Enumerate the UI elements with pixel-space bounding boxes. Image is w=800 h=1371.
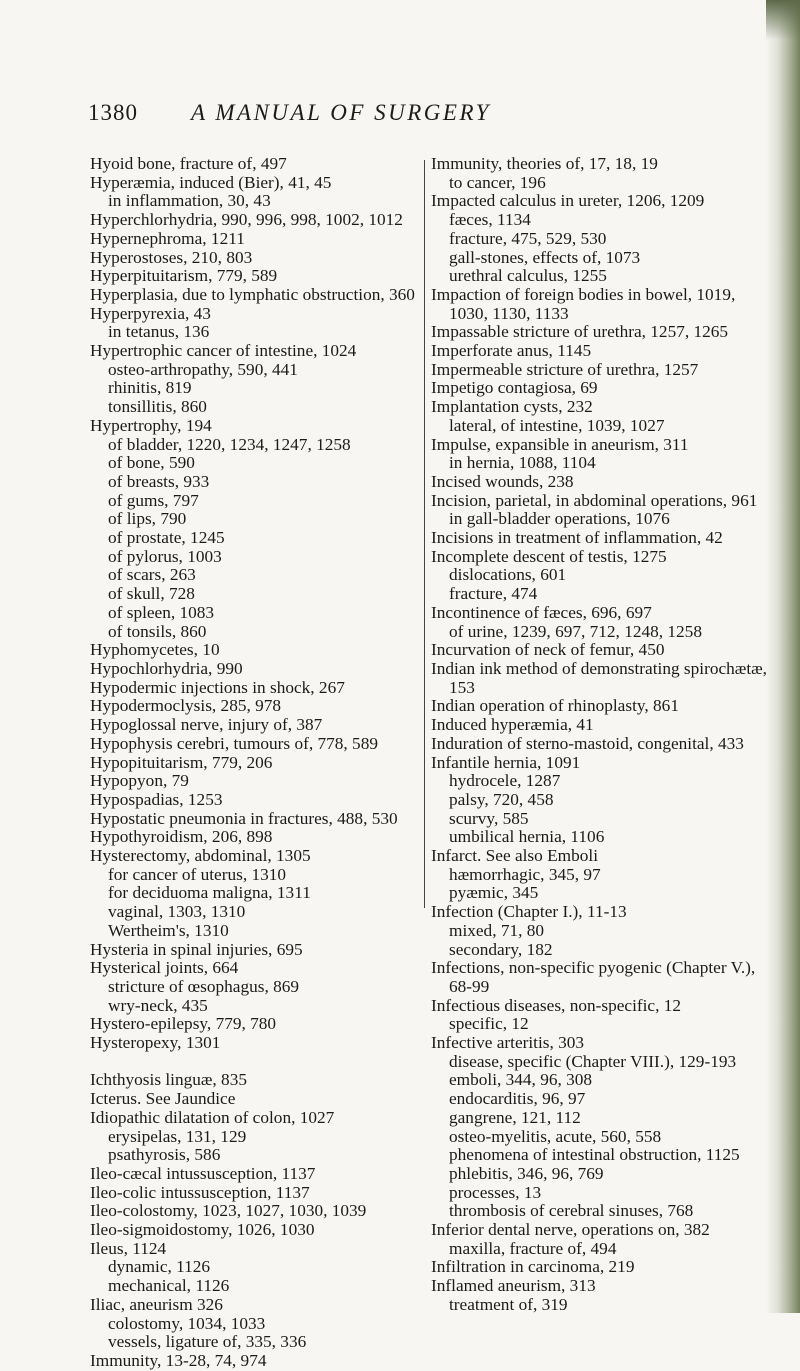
index-entry: Indian ink method of demonstrating spirochætæ, 153 xyxy=(431,658,767,697)
index-entry: Impaction of foreign bodies in bowel, 1019, 1030, 1130, 1133 xyxy=(431,284,736,323)
index-subentry: phlebitis, 346, 96, 769 xyxy=(449,1163,604,1183)
index-subentry: for cancer of uterus, 1310 xyxy=(108,864,287,884)
index-entry: Immunity, 13-28, 74, 974 xyxy=(90,1350,267,1370)
index-subentry: vessels, ligature of, 335, 336 xyxy=(108,1332,307,1352)
index-entry: Hypertrophic cancer of intestine, 1024 xyxy=(90,341,357,361)
index-entry: Inferior dental nerve, operations on, 382 xyxy=(431,1220,710,1240)
index-entry: Ileo-colostomy, 1023, 1027, 1030, 1039 xyxy=(90,1201,367,1221)
index-column-right xyxy=(431,155,771,1315)
index-entry: Hyoid bone, fracture of, 497 xyxy=(90,154,287,173)
index-subentry: for deciduoma maligna, 1311 xyxy=(108,883,311,903)
index-column-left xyxy=(90,155,420,1371)
index-entry: Implantation cysts, 232 xyxy=(431,397,593,417)
index-entry: Icterus. See Jaundice xyxy=(90,1089,236,1109)
index-subentry: to cancer, 196 xyxy=(449,172,546,192)
index-subentry: Wertheim's, 1310 xyxy=(108,920,229,940)
index-entry: Hyperæmia, induced (Bier), 41, 45 xyxy=(90,172,332,192)
index-entry: Infectious diseases, non-specific, 12 xyxy=(431,995,682,1015)
index-subentry: in hernia, 1088, 1104 xyxy=(449,453,596,473)
index-entry: Infarct. See also Emboli xyxy=(431,846,598,866)
index-subentry: hæmorrhagic, 345, 97 xyxy=(449,864,601,884)
index-subentry: of bladder, 1220, 1234, 1247, 1258 xyxy=(108,434,351,454)
index-entry: Induced hyperæmia, 41 xyxy=(431,715,594,735)
index-subentry: dynamic, 1126 xyxy=(108,1257,211,1277)
index-subentry: of prostate, 1245 xyxy=(108,528,225,548)
index-entry: Ileo-colic intussusception, 1137 xyxy=(90,1182,310,1202)
index-subentry: phenomena of intestinal obstruction, 1125 xyxy=(449,1145,740,1165)
index-subentry: colostomy, 1034, 1033 xyxy=(108,1313,266,1333)
index-entry: Hyperpituitarism, 779, 589 xyxy=(90,266,278,286)
book-title: A MANUAL OF SURGERY xyxy=(191,100,491,125)
index-subentry: lateral, of intestine, 1039, 1027 xyxy=(449,415,665,435)
index-subentry: of skull, 728 xyxy=(108,584,195,604)
index-entry: Imperforate anus, 1145 xyxy=(431,341,592,361)
index-entry: Infective arteritis, 303 xyxy=(431,1033,585,1053)
index-entry: Idiopathic dilatation of colon, 1027 xyxy=(90,1107,335,1127)
index-subentry: treatment of, 319 xyxy=(449,1294,568,1314)
index-entry: Hypodermic injections in shock, 267 xyxy=(90,677,345,697)
index-subentry: erysipelas, 131, 129 xyxy=(108,1126,247,1146)
page-edge-shadow xyxy=(766,0,800,1313)
index-entry: Hypoglossal nerve, injury of, 387 xyxy=(90,715,323,735)
index-subentry: fracture, 474 xyxy=(449,584,538,604)
index-subentry: in tetanus, 136 xyxy=(108,322,210,342)
index-subentry: endocarditis, 96, 97 xyxy=(449,1089,586,1109)
index-subentry: specific, 12 xyxy=(449,1014,529,1034)
index-subentry: scurvy, 585 xyxy=(449,808,529,828)
index-entry: Hypodermoclysis, 285, 978 xyxy=(90,696,282,716)
index-subentry: emboli, 344, 96, 308 xyxy=(449,1070,593,1090)
index-entry: Hypochlorhydria, 990 xyxy=(90,658,243,678)
index-subentry: wry-neck, 435 xyxy=(108,995,208,1015)
index-subentry: stricture of œsophagus, 869 xyxy=(108,976,300,996)
index-subentry: processes, 13 xyxy=(449,1182,542,1202)
index-subentry: maxilla, fracture of, 494 xyxy=(449,1238,617,1258)
index-subentry: vaginal, 1303, 1310 xyxy=(108,902,246,922)
index-entry: Incised wounds, 238 xyxy=(431,471,574,491)
index-entry: Hypospadias, 1253 xyxy=(90,789,223,809)
index-subentry: rhinitis, 819 xyxy=(108,378,192,398)
column-divider xyxy=(424,160,425,908)
index-entry: Ileo-sigmoidostomy, 1026, 1030 xyxy=(90,1220,315,1240)
index-entry: Hyperplasia, due to lymphatic obstruction, 360 xyxy=(90,284,415,304)
index-entry: Hysterical joints, 664 xyxy=(90,958,239,978)
index-subentry: of bone, 590 xyxy=(108,453,195,473)
index-entry: Ichthyosis linguæ, 835 xyxy=(90,1070,247,1090)
index-subentry: of tonsils, 860 xyxy=(108,621,207,641)
index-entry: Hystero-epilepsy, 779, 780 xyxy=(90,1014,277,1034)
index-subentry: of gums, 797 xyxy=(108,490,199,510)
index-subentry: gall-stones, effects of, 1073 xyxy=(449,247,641,267)
index-subentry: fæces, 1134 xyxy=(449,210,531,230)
index-subentry: thrombosis of cerebral sinuses, 768 xyxy=(449,1201,694,1221)
index-subentry: in gall-bladder operations, 1076 xyxy=(449,509,670,529)
index-subentry: gangrene, 121, 112 xyxy=(449,1107,581,1127)
index-subentry: of scars, 263 xyxy=(108,565,196,585)
index-subentry: palsy, 720, 458 xyxy=(449,789,554,809)
index-subentry: dislocations, 601 xyxy=(449,565,567,585)
index-entry: Infantile hernia, 1091 xyxy=(431,752,581,772)
index-entry: Hypopyon, 79 xyxy=(90,771,189,791)
index-entry: Incontinence of fæces, 696, 697 xyxy=(431,602,652,622)
index-entry: Hysterectomy, abdominal, 1305 xyxy=(90,846,311,866)
index-entry: Impacted calculus in ureter, 1206, 1209 xyxy=(431,191,705,211)
index-entry: Immunity, theories of, 17, 18, 19 xyxy=(431,154,658,173)
index-subentry: fracture, 475, 529, 530 xyxy=(449,228,607,248)
index-entry: Impetigo contagiosa, 69 xyxy=(431,378,598,398)
index-entry: Infection (Chapter I.), 11-13 xyxy=(431,902,627,922)
page-edge-dark xyxy=(766,0,800,40)
index-entry: Hypertrophy, 194 xyxy=(90,415,212,435)
index-entry: Inflamed aneurism, 313 xyxy=(431,1276,596,1296)
index-subentry: osteo-arthropathy, 590, 441 xyxy=(108,359,298,379)
index-entry: Hyperchlorhydria, 990, 996, 998, 1002, 1012 xyxy=(90,210,403,230)
index-entry: Indian operation of rhinoplasty, 861 xyxy=(431,696,679,716)
index-subentry: of lips, 790 xyxy=(108,509,187,529)
index-entry: Hysteria in spinal injuries, 695 xyxy=(90,939,303,959)
index-entry: Impulse, expansible in aneurism, 311 xyxy=(431,434,689,454)
index-entry: Hypernephroma, 1211 xyxy=(90,228,245,248)
index-entry: Hyperostoses, 210, 803 xyxy=(90,247,253,267)
page-number: 1380 xyxy=(88,100,138,125)
index-subentry: in inflammation, 30, 43 xyxy=(108,191,271,211)
index-entry: Incision, parietal, in abdominal operations, 961 xyxy=(431,490,758,510)
index-entry: Incomplete descent of testis, 1275 xyxy=(431,546,667,566)
index-subentry: disease, specific (Chapter VIII.), 129-193 xyxy=(449,1051,737,1071)
index-entry: Induration of sterno-mastoid, congenital, 433 xyxy=(431,733,744,753)
index-entry: Hypothyroidism, 206, 898 xyxy=(90,827,273,847)
index-subentry: umbilical hernia, 1106 xyxy=(449,827,605,847)
index-subentry: tonsillitis, 860 xyxy=(108,397,207,417)
index-entry: Hyperpyrexia, 43 xyxy=(90,303,211,323)
index-subentry: psathyrosis, 586 xyxy=(108,1145,221,1165)
index-entry: Infections, non-specific pyogenic (Chapter V.), 68-99 xyxy=(431,958,756,996)
index-subentry: urethral calculus, 1255 xyxy=(449,266,607,286)
index-subentry: secondary, 182 xyxy=(449,939,553,959)
index-entry: Hypostatic pneumonia in fractures, 488, 530 xyxy=(90,808,398,828)
index-subentry: of pylorus, 1003 xyxy=(108,546,222,566)
index-subentry: mechanical, 1126 xyxy=(108,1276,230,1296)
index-entry: Impassable stricture of urethra, 1257, 1265 xyxy=(431,322,729,342)
index-entry: Incisions in treatment of inflammation, 42 xyxy=(431,528,723,548)
index-subentry: pyæmic, 345 xyxy=(449,883,539,903)
index-entry: Hysteropexy, 1301 xyxy=(90,1033,221,1053)
index-subentry: mixed, 71, 80 xyxy=(449,920,545,940)
index-entry: Hyphomycetes, 10 xyxy=(90,640,220,660)
index-entry: Impermeable stricture of urethra, 1257 xyxy=(431,359,699,379)
index-entry: Incurvation of neck of femur, 450 xyxy=(431,640,665,660)
index-entry: Iliac, aneurism 326 xyxy=(90,1294,223,1314)
index-gap xyxy=(90,1053,420,1072)
running-header xyxy=(88,100,728,130)
index-entry: Hypophysis cerebri, tumours of, 778, 589 xyxy=(90,733,378,753)
index-subentry: of breasts, 933 xyxy=(108,471,210,491)
index-subentry: osteo-myelitis, acute, 560, 558 xyxy=(449,1126,662,1146)
index-subentry: hydrocele, 1287 xyxy=(449,771,561,791)
index-entry: Infiltration in carcinoma, 219 xyxy=(431,1257,635,1277)
index-entry: Ileus, 1124 xyxy=(90,1238,167,1258)
index-entry: Ileo-cæcal intussusception, 1137 xyxy=(90,1163,316,1183)
index-subentry: of urine, 1239, 697, 712, 1248, 1258 xyxy=(449,621,702,641)
index-entry: Hypopituitarism, 779, 206 xyxy=(90,752,273,772)
index-subentry: of spleen, 1083 xyxy=(108,602,215,622)
